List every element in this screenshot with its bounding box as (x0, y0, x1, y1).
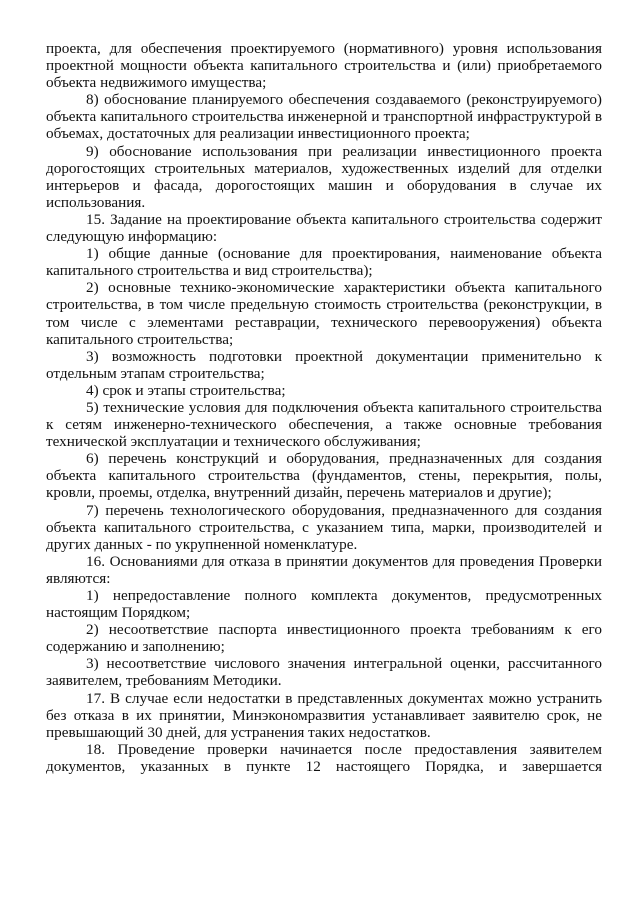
list-item-9: 9) обоснование использования при реализации инвестиционного проекта дорогостоящих строительных материалов, художественных изделий для отделки интерьеров и фасада, дорогостоящих машин и оборудования в случае их использования. (46, 142, 602, 211)
section-18: 18. Проведение проверки начинается после предоставления заявителем документов, указанных в пункте 12 настоящего Порядка, и завершается (46, 740, 602, 775)
section-16-item-1: 1) непредоставление полного комплекта документов, предусмотренных настоящим Порядком; (46, 587, 602, 622)
section-16: 16. Основаниями для отказа в принятии документов для проведения Проверки являются: (46, 552, 602, 587)
list-item-8: 8) обоснование планируемого обеспечения создаваемого (реконструируемого) объекта капитального строительства инженерной и транспортной инфраструктурой в объемах, достаточных для реализации инвестиционного проекта; (46, 91, 602, 143)
section-15-item-2: 2) основные технико-экономические характеристики объекта капитального строительства, в том числе предельную стоимость строительства (реконструкции, в том числе с элементами реставрации, технического перевооружения) объекта капитального строительства; (46, 279, 602, 348)
section-15-item-7: 7) перечень технологического оборудования, предназначенного для создания объекта капитального строительства, с указанием типа, марки, производителей и других данных - по укрупненной номенклатуре. (46, 501, 602, 553)
section-16-item-3: 3) несоответствие числового значения интегральной оценки, рассчитанного заявителем, требованиям Методики. (46, 655, 602, 690)
section-15-item-4: 4) срок и этапы строительства; (86, 381, 286, 399)
section-15-item-1: 1) общие данные (основание для проектирования, наименование объекта капитального строительства и вид строительства); (46, 245, 602, 280)
section-16-item-2: 2) несоответствие паспорта инвестиционного проекта требованиям к его содержанию и заполнению; (46, 621, 602, 656)
paragraph-continuation: проекта, для обеспечения проектируемого (нормативного) уровня использования проектной мощности объекта капитального строительства и (или) приобретаемого объекта недвижимого имущества; (46, 40, 602, 92)
section-15-item-5: 5) технические условия для подключения объекта капитального строительства к сетям инженерно-технического обеспечения, а также основные требования технической эксплуатации и технического обслуживания; (46, 398, 602, 451)
section-17: 17. В случае если недостатки в представленных документах можно устранить без отказа в их принятии, Минэкономразвития устанавливает заявителю срок, не превышающий 30 дней, для устранения таких недостатков. (46, 689, 602, 741)
section-15-item-3: 3) возможность подготовки проектной документации применительно к отдельным этапам строительства; (46, 347, 602, 382)
section-15-item-6: 6) перечень конструкций и оборудования, предназначенных для создания объекта капитального строительства (фундаментов, стены, перекрытия, полы, кровли, проемы, отделка, внутренний дизайн, перечень материалов и другие); (46, 450, 602, 502)
section-15: 15. Задание на проектирование объекта капитального строительства содержит следующую информацию: (46, 210, 602, 246)
document-page (46, 40, 602, 775)
